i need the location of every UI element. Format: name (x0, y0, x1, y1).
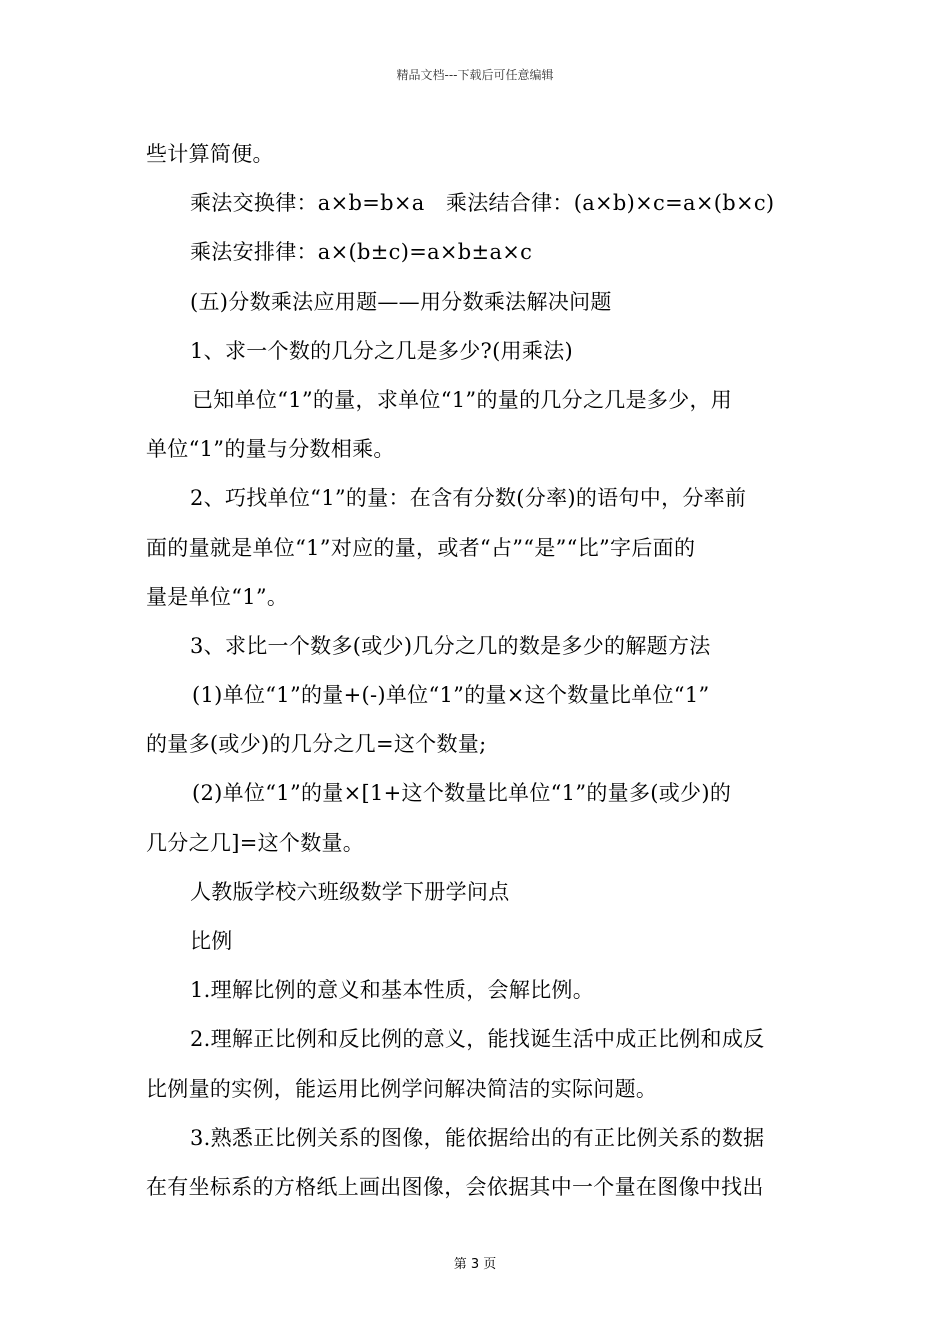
text-line: 比例量的实例，能运用比例学问解决简洁的实际问题。 (146, 1076, 658, 1101)
text-line: 面的量就是单位“1”对应的量，或者“占”“是”“比”字后面的 (146, 535, 696, 560)
text-line: 在有坐标系的方格纸上画出图像，会依据其中一个量在图像中找出 (146, 1174, 764, 1199)
text-line: 单位“1”的量与分数相乘。 (146, 437, 395, 462)
document-body (146, 130, 808, 1212)
text-line: 量是单位“1”。 (146, 584, 289, 609)
text-line: 3、求比一个数多(或少)几分之几的数是多少的解题方法 (190, 633, 711, 658)
page-header: 精品文档---下载后可任意编辑 (396, 68, 554, 82)
text-line: 2、巧找单位“1”的量：在含有分数(分率)的语句中，分率前 (190, 486, 747, 511)
text-line: 1.理解比例的意义和基本性质，会解比例。 (190, 978, 595, 1003)
page-footer: 第 3 页 (453, 1257, 497, 1272)
text-line: 的量多(或少)的几分之几=这个数量; (146, 732, 487, 757)
section-heading: (五)分数乘法应用题——用分数乘法解决问题 (190, 289, 612, 314)
text-line: 2.理解正比例和反比例的意义，能找诞生活中成正比例和成反 (190, 1027, 765, 1052)
text-line: 1、求一个数的几分之几是多少?(用乘法) (190, 338, 574, 363)
text-line: 些计算简便。 (146, 142, 274, 166)
section-heading: 比例 (190, 929, 233, 953)
text-line: 3.熟悉正比例关系的图像，能依据给出的有正比例关系的数据 (190, 1125, 765, 1150)
text-line: 乘法安排律：a×(b±c)=a×b±a×c (190, 240, 533, 265)
text-line: (1)单位“1”的量+(-)单位“1”的量×这个数量比单位“1” (192, 683, 710, 708)
section-heading: 人教版学校六班级数学下册学问点 (190, 879, 510, 904)
text-line: (2)单位“1”的量×[1+这个数量比单位“1”的量多(或少)的 (192, 781, 732, 806)
text-line: 几分之几]=这个数量。 (146, 830, 365, 855)
text-line: 乘法交换律：a×b=b×a 乘法结合律：(a×b)×c=a×(b×c) (190, 191, 775, 216)
text-line: 已知单位“1”的量，求单位“1”的量的几分之几是多少，用 (192, 387, 733, 412)
